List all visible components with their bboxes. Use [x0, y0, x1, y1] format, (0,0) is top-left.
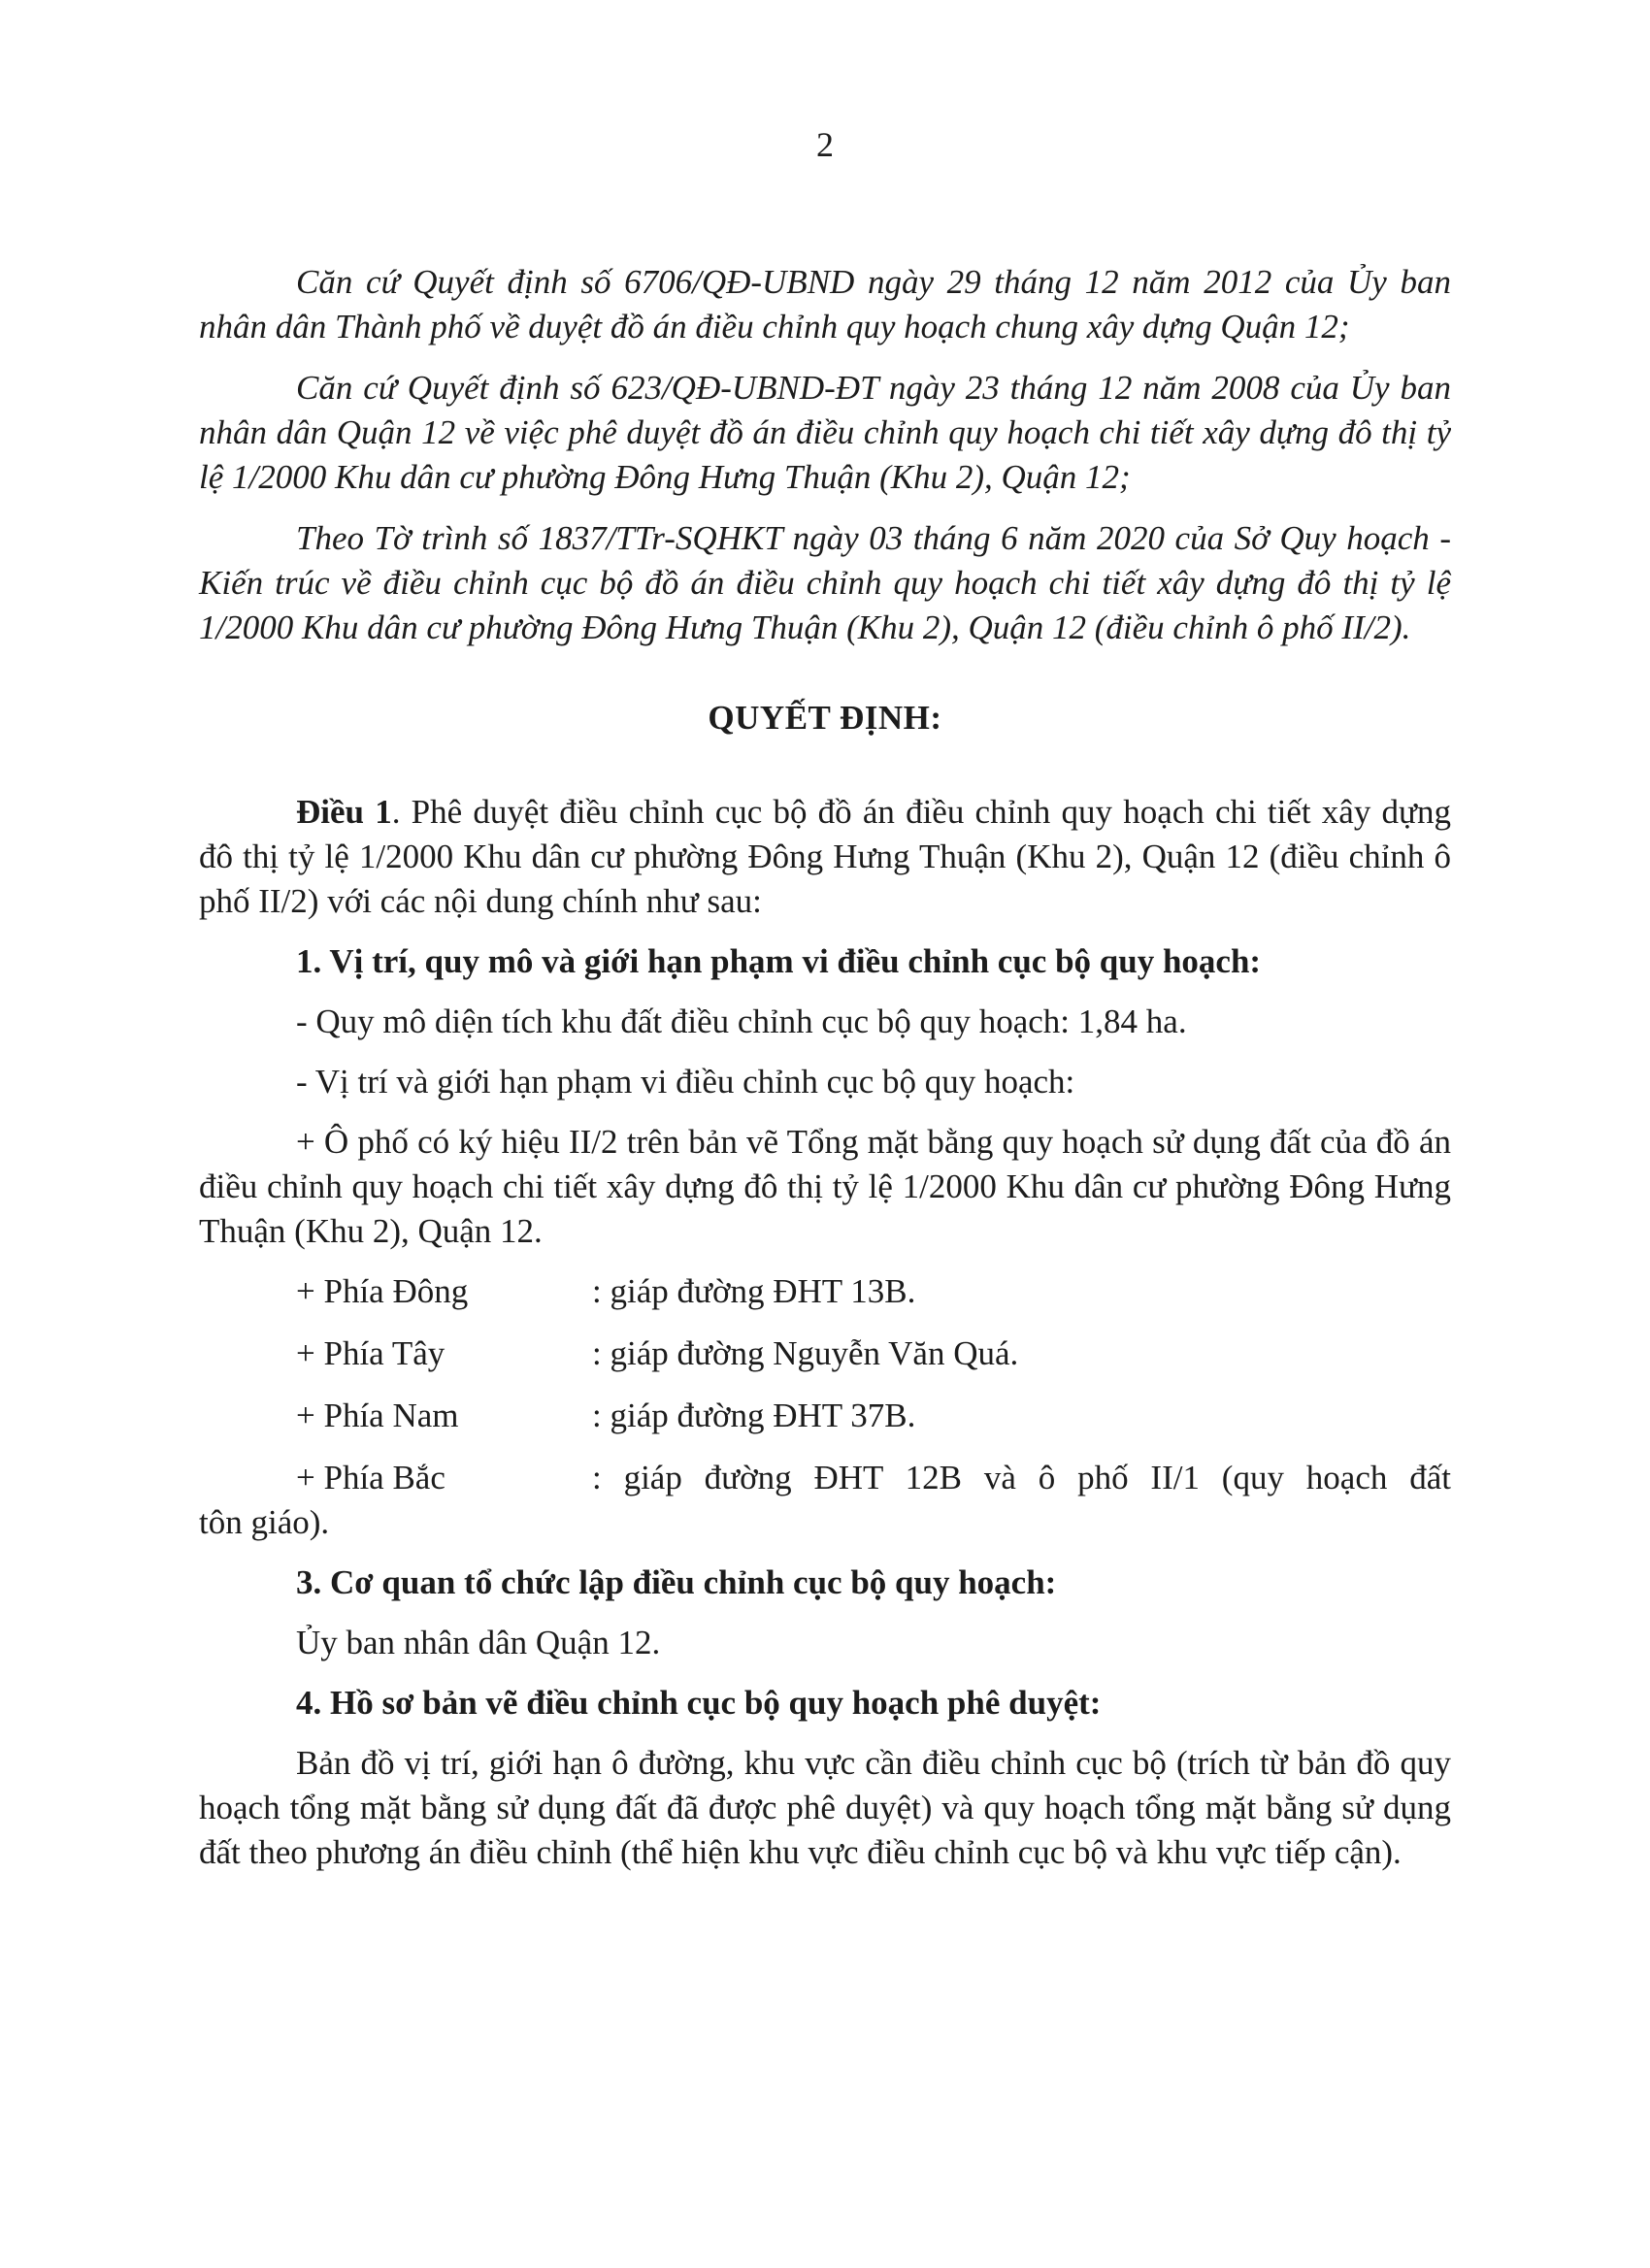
boundary-north-value-cont: tôn giáo). — [199, 1503, 330, 1541]
section-1-scale: - Quy mô diện tích khu đất điều chỉnh cục bộ quy hoạch: 1,84 ha. — [296, 1003, 1187, 1040]
preamble-decision-6706: Căn cứ Quyết định số 6706/QĐ-UBND ngày 29 tháng 12 năm 2012 của Ủy ban nhân dân Thành phố về duyệt đồ án điều chỉnh quy hoạch chung xây dựng Quận 12; — [199, 263, 1451, 345]
boundary-west-label: + Phía Tây — [296, 1334, 446, 1372]
boundary-north — [199, 1456, 1451, 1545]
boundary-south-value: : giáp đường ĐHT 37B. — [592, 1397, 916, 1434]
section-1-title: 1. Vị trí, quy mô và giới hạn phạm vi điều chỉnh cục bộ quy hoạch: — [296, 942, 1262, 980]
section-3-title: 3. Cơ quan tổ chức lập điều chỉnh cục bộ quy hoạch: — [296, 1563, 1057, 1601]
decision-heading: QUYẾT ĐỊNH: — [708, 699, 942, 737]
boundary-south — [199, 1394, 1451, 1438]
article-1-text: . Phê duyệt điều chỉnh cục bộ đồ án điều chỉnh quy hoạch chi tiết xây dựng đô thị tỷ lệ 1/2000 Khu dân cư phường Đông Hưng Thuận (Khu 2), Quận 12 (điều chỉnh ô phố II/2) với các nội dung chính như sau: — [199, 793, 1452, 920]
page-number: 2 — [816, 125, 834, 164]
boundary-east-label: + Phía Đông — [296, 1272, 469, 1310]
boundary-east-value: : giáp đường ĐHT 13B. — [592, 1272, 916, 1310]
section-1-location-intro: - Vị trí và giới hạn phạm vi điều chỉnh cục bộ quy hoạch: — [296, 1063, 1075, 1101]
boundary-north-value: : giáp đường ĐHT 12B và ô phố II/1 (quy hoạch đất — [592, 1459, 1451, 1496]
article-1-label: Điều 1 — [296, 793, 392, 831]
section-4-title: 4. Hồ sơ bản vẽ điều chỉnh cục bộ quy hoạch phê duyệt: — [296, 1684, 1102, 1722]
section-3-text: Ủy ban nhân dân Quận 12. — [296, 1624, 661, 1661]
boundary-south-label: + Phía Nam — [296, 1397, 459, 1434]
section-4-text: Bản đồ vị trí, giới hạn ô đường, khu vực cần điều chỉnh cục bộ (trích từ bản đồ quy hoạch tổng mặt bằng sử dụng đất đã được phê duyệt) và quy hoạch tổng mặt bằng sử dụng đất theo phương án điều chỉnh (thể hiện khu vực điều chỉnh cục bộ và khu vực tiếp cận). — [199, 1744, 1451, 1871]
preamble-submission-1837: Theo Tờ trình số 1837/TTr-SQHKT ngày 03 tháng 6 năm 2020 của Sở Quy hoạch - Kiến trúc về điều chỉnh cục bộ đồ án điều chỉnh quy hoạch chi tiết xây dựng đô thị tỷ lệ 1/2000 Khu dân cư phường Đông Hưng Thuận (Khu 2), Quận 12 (điều chỉnh ô phố II/2). — [199, 519, 1451, 646]
boundary-west-value: : giáp đường Nguyễn Văn Quá. — [592, 1334, 1019, 1372]
boundary-west — [199, 1331, 1451, 1376]
preamble-decision-623: Căn cứ Quyết định số 623/QĐ-UBND-ĐT ngày 23 tháng 12 năm 2008 của Ủy ban nhân dân Quận 12 về việc phê duyệt đồ án điều chỉnh quy hoạch chi tiết xây dựng đô thị tỷ lệ 1/2000 Khu dân cư phường Đông Hưng Thuận (Khu 2), Quận 12; — [199, 369, 1451, 496]
section-1-block-description: + Ô phố có ký hiệu II/2 trên bản vẽ Tổng mặt bằng quy hoạch sử dụng đất của đồ án điều chỉnh quy hoạch chi tiết xây dựng đô thị tỷ lệ 1/2000 Khu dân cư phường Đông Hưng Thuận (Khu 2), Quận 12. — [199, 1123, 1451, 1250]
article-1 — [199, 790, 1451, 924]
boundary-north-label: + Phía Bắc — [296, 1459, 446, 1496]
boundary-east — [199, 1269, 1451, 1314]
document-body — [199, 260, 1451, 1890]
